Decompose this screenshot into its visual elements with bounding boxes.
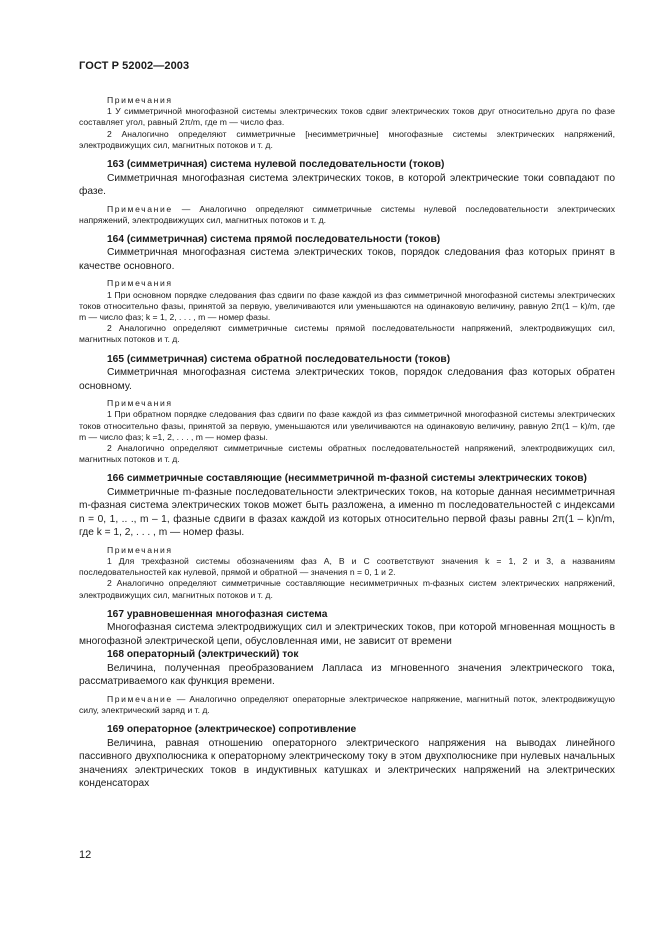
term-169 bbox=[79, 723, 615, 791]
term-definition: Многофазная система электродвижущих сил и электрических токов, при которой мгновенная мощность в многофазной электрической цепи, обусловленная ими, не зависит от времени bbox=[79, 622, 615, 647]
term-heading: 168 операторный (электрический) ток bbox=[107, 649, 299, 661]
notes-label: Примечания bbox=[107, 95, 173, 105]
notes-label: Примечания bbox=[107, 278, 173, 289]
intro-notes bbox=[79, 95, 615, 151]
note-item: 2 Аналогично определяют симметричные системы прямой последовательности напряжений, электродвижущих сил, магнитных потоков и т. д. bbox=[79, 323, 615, 345]
note-item: 2 Аналогично определяют симметричные [несимметричные] многофазные системы электрических напряжений, электродвижущих сил, магнитных потоков и т. д. bbox=[79, 128, 615, 150]
term-heading: 167 уравновешенная многофазная система bbox=[107, 608, 328, 620]
term-164 bbox=[79, 233, 615, 346]
term-163 bbox=[79, 158, 615, 226]
note-item: 2 Аналогично определяют симметричные составляющие несимметричных m-фазных систем электрических напряжений, электродвижущих сил, магнитных потоков и т. д. bbox=[79, 578, 615, 600]
term-heading: 166 симметричные составляющие (несимметричной m-фазной системы электрических токов) bbox=[107, 473, 587, 485]
term-167 bbox=[79, 608, 615, 649]
term-168 bbox=[79, 648, 615, 716]
term-definition: Величина, равная отношению операторного электрического напряжения на выводах линейного пассивного двухполюсника к операторному электрическому току в этом двухполюснике при нулевых начальных значениях электрических токов в индуктивных катушках и электрических напряжений на электрических конденсаторах bbox=[79, 737, 615, 790]
note-item: 1 У симметричной многофазной системы электрических токов сдвиг электрических токов друг относительно друга по фазе составляет угол, равный 2π/m, где m — число фаз. bbox=[79, 106, 615, 128]
notes-label: Примечания bbox=[107, 398, 173, 409]
note-item: 1 Для трехфазной системы обозначениям фаз А, В и С соответствуют значения k = 1, 2 и 3, а названиям последовательностей как нулевой, прямой и обратной — значения n = 0, 1 и 2. bbox=[79, 556, 615, 578]
term-165 bbox=[79, 353, 615, 466]
note-label: Примечание bbox=[107, 203, 173, 214]
note-item: 2 Аналогично определяют симметричные системы обратных последовательностей напряжений, электродвижущих сил, магнитных потоков и т. д. bbox=[79, 442, 615, 465]
term-definition: Величина, полученная преобразованием Лапласа из мгновенного значения электрического тока, рассматриваемого как функция времени. bbox=[79, 662, 615, 688]
note-text: — Аналогично определяют симметричные системы нулевой последовательности электрических напряжений, электродвижущих сил, магнитных потоков и т. д. bbox=[79, 203, 615, 225]
term-definition: Симметричная многофазная система электрических токов, порядок следования фаз которых обратен основному. bbox=[79, 367, 615, 392]
term-definition: Симметричные m-фазные последовательности электрических токов, на которые данная несимметричная m-фазная система электрических токов может быть разложена, а именно m последовательностей с индексами n = 0, 1, .. ., m – 1, фазные сдвиги в фазах каждой из которых относительно первой фазы равны 2π(1 – k)n/m, где k = 1, 2, . . . , m — номер фазы. bbox=[79, 486, 615, 539]
note-label: Примечание bbox=[107, 693, 173, 704]
document-header: ГОСТ Р 52002—2003 bbox=[79, 60, 190, 72]
term-definition: Симметричная многофазная система электрических токов, в которой электрические токи совпадают по фазе. bbox=[79, 172, 615, 198]
note-text: — Аналогично определяют операторные электрическое напряжение, магнитный поток, электродвижущую силу, электрический заряд и т. д. bbox=[79, 693, 615, 716]
note-inline bbox=[79, 204, 615, 226]
document-body bbox=[79, 95, 615, 791]
page-number: 12 bbox=[79, 849, 92, 861]
term-166 bbox=[79, 472, 615, 601]
term-heading: 169 операторное (электрическое) сопротивление bbox=[107, 724, 357, 736]
note-inline bbox=[79, 694, 615, 716]
term-heading: 163 (симметричная) система нулевой последовательности (токов) bbox=[107, 159, 445, 171]
note-item: 1 При основном порядке следования фаз сдвиги по фазе каждой из фаз симметричной многофазной системы электрических токов относительно фазы, принятой за первую, увеличиваются или уменьшаются на одинаковую величину, равную 2π(1 – k)/m, где m — число фаз; k = 1, 2, . . . , m — номер фазы. bbox=[79, 289, 615, 323]
term-heading: 164 (симметричная) система прямой последовательности (токов) bbox=[107, 233, 441, 245]
term-definition: Симметричная многофазная система электрических токов, порядок следования фаз которых принят в качестве основного. bbox=[79, 247, 615, 272]
notes-label: Примечания bbox=[107, 544, 173, 555]
term-heading: 165 (симметричная) система обратной последовательности (токов) bbox=[107, 353, 451, 365]
note-item: 1 При обратном порядке следования фаз сдвиги по фазе каждой из фаз симметричной многофазной системы электрических токов относительно фазы, принятой за первую, уменьшаются или увеличиваются на одинаковую величину, равную 2π(1 – k)/m, где m — число фаз; k =1, 2, . . . , m — номер фазы. bbox=[79, 409, 615, 442]
